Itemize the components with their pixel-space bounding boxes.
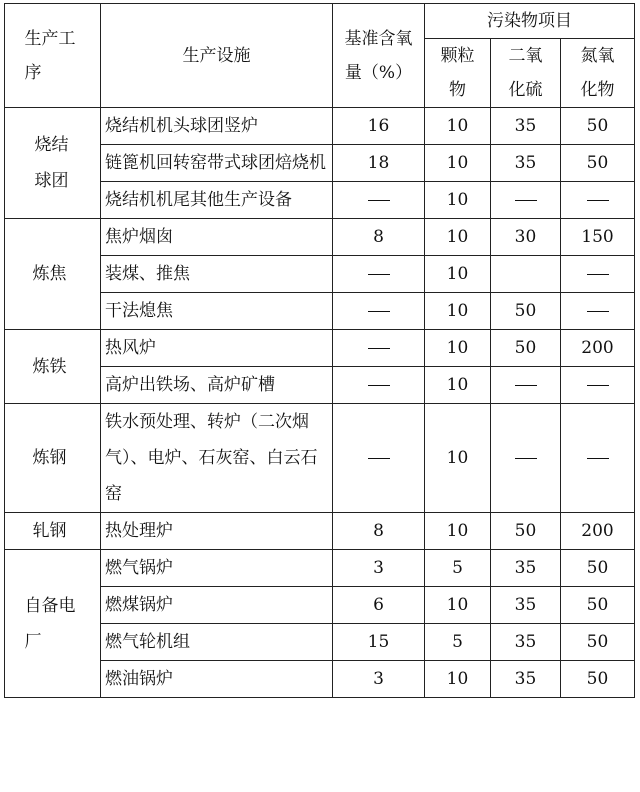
facility-cell: 燃气锅炉: [101, 550, 333, 587]
process-cell: [5, 404, 101, 513]
oxygen-cell: 3: [333, 661, 425, 698]
dash-mark: [368, 200, 390, 201]
nox-cell: [561, 293, 635, 330]
facility-cell: 燃煤锅炉: [101, 587, 333, 624]
oxygen-header-text: 基准含氧量（%）: [344, 28, 413, 83]
table-row: [5, 330, 635, 367]
oxygen-cell: [333, 367, 425, 404]
so2-cell: [491, 256, 561, 293]
facility-cell: 高炉出铁场、高炉矿槽: [101, 367, 333, 404]
process-label: 自备电厂: [24, 595, 76, 652]
nox-cell: [561, 182, 635, 219]
nox-cell: 50: [561, 108, 635, 145]
oxygen-header: [333, 4, 425, 108]
table-row: [5, 513, 635, 550]
nox-cell: 50: [561, 624, 635, 661]
oxygen-cell: [333, 293, 425, 330]
so2-cell: 50: [491, 330, 561, 367]
process-cell: [5, 219, 101, 330]
facility-cell: 链篦机回转窑带式球团焙烧机: [101, 145, 333, 182]
particulate-cell: 10: [425, 587, 491, 624]
dash-mark: [587, 311, 609, 312]
oxygen-cell: 16: [333, 108, 425, 145]
nox-header: [561, 39, 635, 108]
emission-standards-table: [4, 3, 635, 698]
dash-mark: [587, 458, 609, 459]
so2-cell: [491, 367, 561, 404]
facility-cell: 燃油锅炉: [101, 661, 333, 698]
dash-mark: [515, 458, 537, 459]
process-label: 炼焦: [32, 264, 67, 284]
so2-cell: 35: [491, 587, 561, 624]
oxygen-cell: 8: [333, 219, 425, 256]
particulate-header-text: 颗粒物: [440, 46, 475, 100]
facility-header: 生产设施: [101, 4, 333, 108]
table-body: [5, 4, 635, 698]
facility-cell: 烧结机机尾其他生产设备: [101, 182, 333, 219]
process-label: 烧结球团: [34, 135, 69, 191]
nox-cell: 50: [561, 661, 635, 698]
oxygen-cell: 15: [333, 624, 425, 661]
facility-cell: 热风炉: [101, 330, 333, 367]
so2-header-text: 二氧化硫: [508, 46, 543, 100]
process-label: 炼钢: [32, 448, 67, 468]
nox-cell: 200: [561, 330, 635, 367]
nox-cell: [561, 404, 635, 513]
dash-mark: [515, 385, 537, 386]
particulate-cell: 10: [425, 145, 491, 182]
process-cell: [5, 550, 101, 698]
oxygen-cell: 8: [333, 513, 425, 550]
process-header-text: 生产工序: [24, 28, 76, 83]
particulate-cell: 10: [425, 330, 491, 367]
dash-mark: [368, 385, 390, 386]
so2-cell: 35: [491, 550, 561, 587]
particulate-cell: 5: [425, 624, 491, 661]
so2-cell: [491, 182, 561, 219]
so2-cell: 50: [491, 513, 561, 550]
dash-mark: [587, 200, 609, 201]
nox-cell: 50: [561, 550, 635, 587]
nox-cell: 50: [561, 145, 635, 182]
oxygen-cell: 3: [333, 550, 425, 587]
process-label: 轧钢: [32, 521, 67, 541]
particulate-cell: 10: [425, 256, 491, 293]
dash-mark: [368, 348, 390, 349]
nox-cell: 200: [561, 513, 635, 550]
nox-cell: 50: [561, 587, 635, 624]
dash-mark: [515, 200, 537, 201]
particulate-header: [425, 39, 491, 108]
facility-cell: 燃气轮机组: [101, 624, 333, 661]
oxygen-cell: [333, 256, 425, 293]
so2-cell: 35: [491, 624, 561, 661]
table-row: [5, 108, 635, 145]
facility-cell: 铁水预处理、转炉（二次烟气）、电炉、石灰窑、白云石窑: [101, 404, 333, 513]
so2-cell: 35: [491, 145, 561, 182]
particulate-cell: 10: [425, 108, 491, 145]
facility-cell: 装煤、推焦: [101, 256, 333, 293]
nox-cell: 150: [561, 219, 635, 256]
oxygen-cell: 18: [333, 145, 425, 182]
table-row: [5, 550, 635, 587]
facility-cell: 焦炉烟囱: [101, 219, 333, 256]
dash-mark: [368, 458, 390, 459]
pollutants-header: 污染物项目: [425, 4, 635, 39]
process-cell: [5, 108, 101, 219]
particulate-cell: 10: [425, 367, 491, 404]
so2-header: [491, 39, 561, 108]
oxygen-cell: 6: [333, 587, 425, 624]
dash-mark: [587, 385, 609, 386]
particulate-cell: 10: [425, 219, 491, 256]
particulate-cell: 10: [425, 293, 491, 330]
so2-cell: [491, 404, 561, 513]
oxygen-cell: [333, 330, 425, 367]
so2-cell: 35: [491, 108, 561, 145]
process-cell: [5, 513, 101, 550]
nox-cell: [561, 367, 635, 404]
table-row: [5, 219, 635, 256]
nox-cell: [561, 256, 635, 293]
header-row-top: [5, 4, 635, 39]
particulate-cell: 10: [425, 661, 491, 698]
facility-cell: 干法熄焦: [101, 293, 333, 330]
dash-mark: [587, 274, 609, 275]
so2-cell: 30: [491, 219, 561, 256]
dash-mark: [368, 311, 390, 312]
dash-mark: [368, 274, 390, 275]
oxygen-cell: [333, 182, 425, 219]
facility-cell: 热处理炉: [101, 513, 333, 550]
so2-cell: 50: [491, 293, 561, 330]
process-label: 炼铁: [32, 356, 67, 377]
particulate-cell: 10: [425, 513, 491, 550]
particulate-cell: 10: [425, 404, 491, 513]
process-cell: [5, 330, 101, 404]
facility-cell: 烧结机机头球团竖炉: [101, 108, 333, 145]
particulate-cell: 10: [425, 182, 491, 219]
oxygen-cell: [333, 404, 425, 513]
process-header: [5, 4, 101, 108]
particulate-cell: 5: [425, 550, 491, 587]
so2-cell: 35: [491, 661, 561, 698]
table-row: [5, 404, 635, 513]
nox-header-text: 氮氧化物: [580, 46, 615, 100]
